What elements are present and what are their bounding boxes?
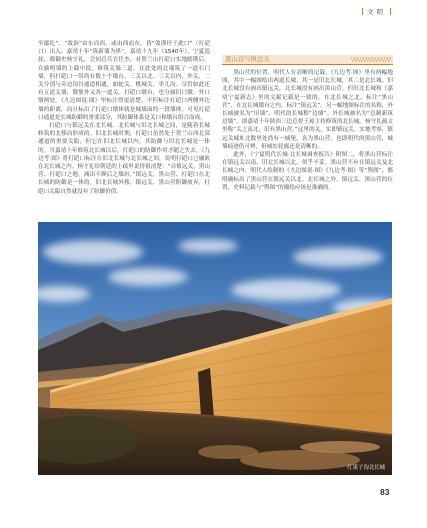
section-tag-bar-left <box>362 8 363 15</box>
page-number: 83 <box>380 487 390 497</box>
heading-stripes-decoration <box>351 57 391 62</box>
body-paragraph: 至鄢纥”、“敛诣”由东而西，或由西而东，皆“敛谨径于此口”（打硙口）出入。嘉靖十年“筑新墙为界”，嘉靖十九年（1540年），宁夏巡抚、都御史杨守礼，会同总兵官任杰，对贺兰山打硙口实地踏勘后，在偷明墙的上截中段，修筑关墙三道，在此处的北端筑了一道石门墙，但打硙口一带尚有数十个墩台。三关以北、三关以内，外关、二关分别与旁边沟谷通道相通，如蛇关、桃城关、枣儿沟。尽管如此还有五道关墙，墩堡外又各一道关。打硙口墩台，也分属旧口墩、外口墩两处。《九边图说·图》里标注得更清楚，不但标注打硙口两侧外边墙的距离，而且标出了打硙口墩体就是城墙面的一段墙体。可见打硙口通道是长城防御的重要部分，其防御体系是关口和墩台组合而成。 <box>38 41 210 121</box>
section-heading <box>222 55 393 65</box>
body-paragraph: 打硙口与镇远关在北长城、北长城与旧北长城之间，是随着长城修筑的北移而形成的。旧北长城时期，打硙口虽然处于贺兰山西北部通道的重要关隘，但它在旧北长城以内，其防御与旧北长城是一体的。当嘉靖十年修筑北长城以后，打硙口的防御作用才随之失去。《九边考·图》将打硙口标注在旧北长城与北长城之间，说明打硙口已融嵌在北长城之内。杨守礼给朝廷的上疏里说得很清楚：“自镇远关、黑山营、打硙口之地，减出不颓后之墙垣。”镇远关、黑山营、打硙口在北长城的防御是一体的，旧北长城外移，镇远关、黑山营防御放弃，打硙口关隘自然就没有了防御价值。 <box>38 123 210 195</box>
photo-image <box>38 222 392 475</box>
sand-patch <box>300 441 380 453</box>
section-heading-text: 黑山营与镇远关 <box>225 55 270 63</box>
body-paragraph: 此外，《宁夏明代长城·北长城调查报告》附图二，将黑山营标注在镇远关以南、旧北长城以北，似乎不妥。黑山营不应在镇远关及北长城之内。明代人绘制的《九边图说·图》《九边考·图》等“舆图”，都明确标出了黑山营在镇远关以北、北长城之外。镇远关、黑山营的位置，史料记载与“舆图”的描绘应该是准确的。 <box>222 152 393 191</box>
great-wall-photo <box>38 222 392 475</box>
left-text-column <box>38 40 210 200</box>
photo-caption: 红果子沟北长城 <box>347 465 385 471</box>
section-tag <box>358 7 395 16</box>
section-tag-label: 文明 <box>367 8 386 16</box>
right-text-column <box>222 40 393 200</box>
sand-patch <box>198 445 258 459</box>
sand-patch <box>240 450 360 470</box>
section-tag-bar-right <box>390 8 391 15</box>
body-paragraph: 黑山营的位置，明代人有清晰的记载。《九边考·图》里有两幅地图，其中一幅图绘出两道长城，其一是旧北长城，其二是北长城。旧北长城没有画出镇远关，北长城没有画出黑山营。但旧北长城和《嘉靖宁夏新志》里的文献记载是一致的，在北长城之北，标注“黑山营”，在北长城墩台之内，标注“镇远关”。另一幅地图标注的名称，外长城被名为“旧墙”，明代的长城称“边墙”。外长城被名为“总制新筑边墙”，即嘉靖十年陕西三边总督王琼主持修筑的北长城。杨守礼疏文里称“关之南北，旧有黑山营。”这里的关，实即镇远关。实地考察，镇远关城址北数里处尚有一城堡，名为黑山营，也即明代的黑山营，城墙痕迹仍可辨，但城址轮廓还是清晰的。 <box>222 70 393 150</box>
